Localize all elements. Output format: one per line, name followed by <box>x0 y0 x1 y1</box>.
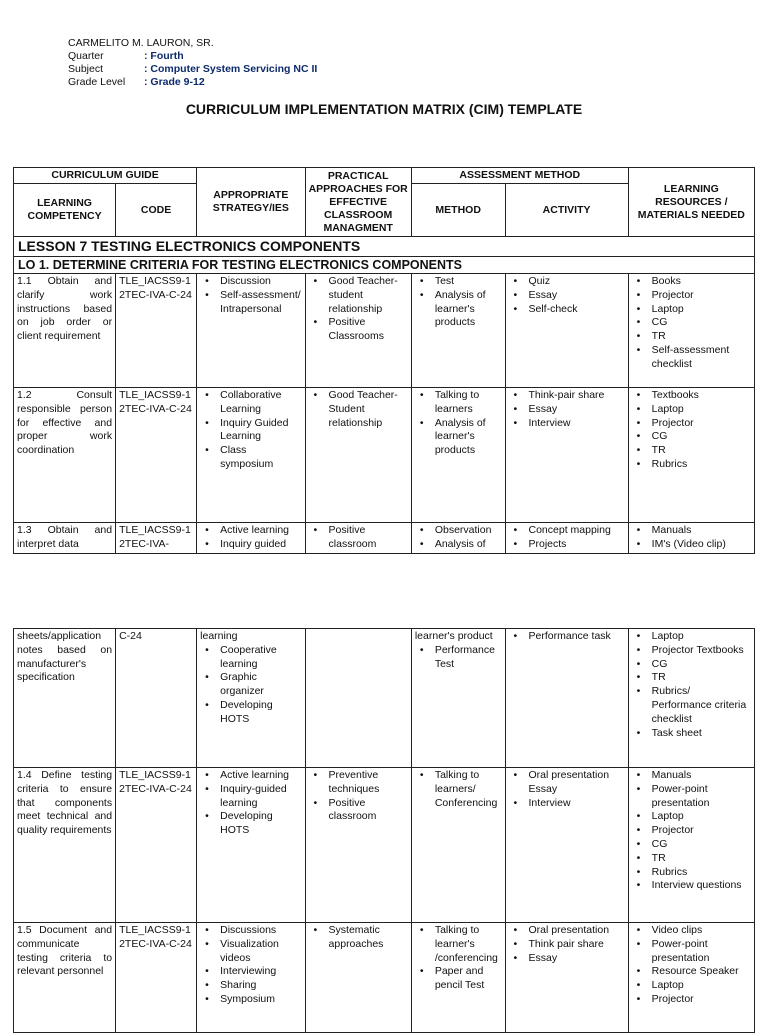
strategy-cell <box>197 923 305 1033</box>
table-row <box>14 923 755 1033</box>
list-item: • Essay <box>509 952 625 966</box>
list-item: • Sharing <box>200 979 301 993</box>
strategy-list <box>200 769 301 838</box>
list-item: • Projector <box>632 993 751 1007</box>
list-item: • Projector <box>632 824 751 838</box>
curriculum-guide-header: CURRICULUM GUIDE <box>14 168 197 184</box>
list-item: • Visualization videos <box>200 938 301 966</box>
list-item: • Oral presentation <box>509 924 625 938</box>
list-item: • Active learning <box>200 769 301 783</box>
list-item: • Good Teacher-student relationship <box>309 275 408 316</box>
list-item: • Positive classroom <box>309 524 408 552</box>
resources-cell <box>628 523 754 554</box>
list-item: • TR <box>632 671 751 685</box>
list-item: • TR <box>632 330 751 344</box>
list-item: • Analysis of learner's products <box>415 417 502 458</box>
approaches-list <box>309 924 408 952</box>
list-item: • Think pair share <box>509 938 625 952</box>
list-item: • Think-pair share <box>509 389 625 403</box>
list-item: • Resource Speaker <box>632 965 751 979</box>
list-item: • Task sheet <box>632 727 751 741</box>
continued-text: learning <box>200 630 238 642</box>
list-item: • Symposium <box>200 993 301 1007</box>
resources-cell <box>628 388 754 523</box>
learning-competency-header: LEARNING COMPETENCY <box>14 184 116 237</box>
list-item: • Paper and pencil Test <box>415 965 502 993</box>
list-item: • Projector <box>632 417 751 431</box>
strategy-list <box>200 389 301 472</box>
list-item: • Books <box>632 275 751 289</box>
list-item: • Essay <box>509 289 625 303</box>
list-item: • Graphic organizer <box>200 671 301 699</box>
list-item: • Systematic approaches <box>309 924 408 952</box>
activity-list <box>509 924 625 965</box>
method-cell <box>411 388 505 523</box>
assessment-method-header: ASSESSMENT METHOD <box>411 168 628 184</box>
method-list <box>415 924 502 993</box>
list-item: • Video clips <box>632 924 751 938</box>
list-item: • Interviewing <box>200 965 301 979</box>
list-item: • Laptop <box>632 979 751 993</box>
strategy-list <box>200 524 301 552</box>
list-item: • CG <box>632 658 751 672</box>
list-item: • Quiz <box>509 275 625 289</box>
method-list <box>415 524 502 552</box>
lesson-title: LESSON 7 TESTING ELECTRONICS COMPONENTS <box>14 237 755 257</box>
method-cell <box>411 629 505 768</box>
list-item: • Essay <box>509 403 625 417</box>
learning-competency-cell: sheets/application notes based on manufacturer's specification <box>14 629 116 768</box>
quarter-value: : Fourth <box>144 50 184 62</box>
resources-cell <box>628 274 754 388</box>
list-item: • TR <box>632 444 751 458</box>
author-name: CARMELITO M. LAURON, SR. <box>68 37 214 49</box>
method-cell <box>411 768 505 923</box>
table-row <box>14 629 755 768</box>
strategy-cell <box>197 274 305 388</box>
list-item: • Inquiry Guided Learning <box>200 417 301 445</box>
strategy-cell <box>197 388 305 523</box>
activity-list <box>509 769 625 810</box>
list-item: • Manuals <box>632 769 751 783</box>
strategy-header: APPROPRIATE STRATEGY/IES <box>197 168 305 237</box>
list-item: • Projector <box>632 289 751 303</box>
list-item: • Rubrics <box>632 458 751 472</box>
activity-cell <box>505 523 628 554</box>
approaches-cell <box>305 388 411 523</box>
list-item: • Rubrics/ Performance criteria checklist <box>632 685 751 726</box>
list-item: • Manuals <box>632 524 751 538</box>
grade-line <box>68 76 205 89</box>
list-item: • Observation <box>415 524 502 538</box>
method-list <box>415 644 502 672</box>
list-item: • Developing HOTS <box>200 810 301 838</box>
code-cell: TLE_IACSS9-12TEC-IVA- <box>116 523 197 554</box>
activity-cell <box>505 274 628 388</box>
list-item: • Analysis of learner's products <box>415 289 502 330</box>
approaches-cell <box>305 523 411 554</box>
subject-line <box>68 63 317 76</box>
learning-competency-cell: 1.4 Define testing criteria to ensure that components meet technical and quality requirements <box>14 768 116 923</box>
resources-list <box>632 275 751 372</box>
list-item: • Rubrics <box>632 866 751 880</box>
cim-table-page1 <box>13 167 755 554</box>
grade-label: Grade Level <box>68 76 126 88</box>
grade-value: : Grade 9-12 <box>144 76 205 88</box>
list-item: • Good Teacher-Student relationship <box>309 389 408 430</box>
cim-table-page2 <box>13 628 755 1033</box>
list-item: • Positive Classrooms <box>309 316 408 344</box>
method-list <box>415 389 502 458</box>
list-item: • Inquiry guided <box>200 538 301 552</box>
method-cell <box>411 923 505 1033</box>
resources-list <box>632 630 751 740</box>
list-item: • Laptop <box>632 810 751 824</box>
list-item: • Power-point presentation <box>632 938 751 966</box>
method-list <box>415 769 502 810</box>
list-item: • Self-assessment checklist <box>632 344 751 372</box>
resources-list <box>632 524 751 552</box>
table-row <box>14 274 755 388</box>
list-item: • Interview questions <box>632 879 751 893</box>
list-item: • Laptop <box>632 630 751 644</box>
learning-competency-cell: 1.5 Document and communicate testing criteria to relevant personnel <box>14 923 116 1033</box>
list-item: • Active learning <box>200 524 301 538</box>
approaches-header: PRACTICAL APPROACHES FOR EFFECTIVE CLASSROOM MANAGMENT <box>305 168 411 237</box>
learning-competency-cell: 1.2 Consult responsible person for effective and proper work coordination <box>14 388 116 523</box>
approaches-list <box>309 275 408 344</box>
list-item: • CG <box>632 838 751 852</box>
activity-cell <box>505 388 628 523</box>
strategy-cell <box>197 629 305 768</box>
method-cell <box>411 523 505 554</box>
list-item: • Discussion <box>200 275 301 289</box>
approaches-cell <box>305 274 411 388</box>
list-item: • Talking to learners <box>415 389 502 417</box>
code-cell: TLE_IACSS9-12TEC-IVA-C-24 <box>116 923 197 1033</box>
table-row <box>14 768 755 923</box>
approaches-list <box>309 389 408 430</box>
list-item: • Positive classroom <box>309 797 408 825</box>
strategy-cell <box>197 523 305 554</box>
method-cell <box>411 274 505 388</box>
code-cell: C-24 <box>116 629 197 768</box>
resources-list <box>632 769 751 893</box>
list-item: • Laptop <box>632 303 751 317</box>
code-cell: TLE_IACSS9-12TEC-IVA-C-24 <box>116 768 197 923</box>
list-item: • Developing HOTS <box>200 699 301 727</box>
list-item: • CG <box>632 316 751 330</box>
list-item: • IM's (Video clip) <box>632 538 751 552</box>
lo-title: LO 1. DETERMINE CRITERIA FOR TESTING ELECTRONICS COMPONENTS <box>14 257 755 274</box>
activity-list <box>509 275 625 316</box>
activity-list <box>509 630 625 644</box>
list-item: • CG <box>632 430 751 444</box>
list-item: • Projector Textbooks <box>632 644 751 658</box>
subject-value: : Computer System Servicing NC II <box>144 63 318 75</box>
resources-cell <box>628 923 754 1033</box>
approaches-list <box>309 524 408 552</box>
activity-list <box>509 524 625 552</box>
continued-text: learner's product <box>414 630 493 642</box>
list-item: • Inquiry-guided learning <box>200 783 301 811</box>
code-cell: TLE_IACSS9-12TEC-IVA-C-24 <box>116 274 197 388</box>
list-item: • Performance task <box>509 630 625 644</box>
list-item: • Projects <box>509 538 625 552</box>
approaches-cell <box>305 768 411 923</box>
list-item: • Collaborative Learning <box>200 389 301 417</box>
activity-header: ACTIVITY <box>505 184 628 237</box>
list-item: • Performance Test <box>415 644 502 672</box>
resources-list <box>632 389 751 472</box>
resources-cell <box>628 768 754 923</box>
activity-cell <box>505 923 628 1033</box>
approaches-cell <box>305 629 411 768</box>
strategy-list <box>200 275 301 316</box>
subject-label: Subject <box>68 63 104 75</box>
list-item: • Laptop <box>632 403 751 417</box>
table-row <box>14 523 755 554</box>
learning-competency-cell: 1.3 Obtain and interpret data <box>14 523 116 554</box>
resources-header: LEARNING RESOURCES / MATERIALS NEEDED <box>628 168 754 237</box>
list-item: • Preventive techniques <box>309 769 408 797</box>
document-title: CURRICULUM IMPLEMENTATION MATRIX (CIM) TEMPLATE <box>185 101 583 117</box>
strategy-list <box>200 644 301 727</box>
table-row <box>14 388 755 523</box>
resources-list <box>632 924 751 1007</box>
list-item: • Discussions <box>200 924 301 938</box>
strategy-cell <box>197 768 305 923</box>
list-item: • Analysis of <box>415 538 502 552</box>
list-item: • Self-check <box>509 303 625 317</box>
list-item: • Concept mapping <box>509 524 625 538</box>
quarter-line <box>68 50 184 63</box>
strategy-list <box>200 924 301 1007</box>
list-item: • Self-assessment/ Intrapersonal <box>200 289 301 317</box>
method-header: METHOD <box>411 184 505 237</box>
list-item: • Cooperative learning <box>200 644 301 672</box>
list-item: • Talking to learner's /conferencing <box>415 924 502 965</box>
list-item: • Test <box>415 275 502 289</box>
list-item: • Textbooks <box>632 389 751 403</box>
list-item: • Talking to learners/ Conferencing <box>415 769 502 810</box>
list-item: • Interview <box>509 417 625 431</box>
resources-cell <box>628 629 754 768</box>
list-item: • Interview <box>509 797 625 811</box>
quarter-label: Quarter <box>68 50 104 62</box>
approaches-list <box>309 769 408 824</box>
list-item: • TR <box>632 852 751 866</box>
method-list <box>415 275 502 330</box>
approaches-cell <box>305 923 411 1033</box>
activity-list <box>509 389 625 430</box>
activity-cell <box>505 629 628 768</box>
code-cell: TLE_IACSS9-12TEC-IVA-C-24 <box>116 388 197 523</box>
code-header: CODE <box>116 184 197 237</box>
list-item: • Power-point presentation <box>632 783 751 811</box>
learning-competency-cell: 1.1 Obtain and clarify work instructions based on job order or client requirement <box>14 274 116 388</box>
list-item: • Class symposium <box>200 444 301 472</box>
activity-cell <box>505 768 628 923</box>
list-item: • Oral presentation Essay <box>509 769 625 797</box>
